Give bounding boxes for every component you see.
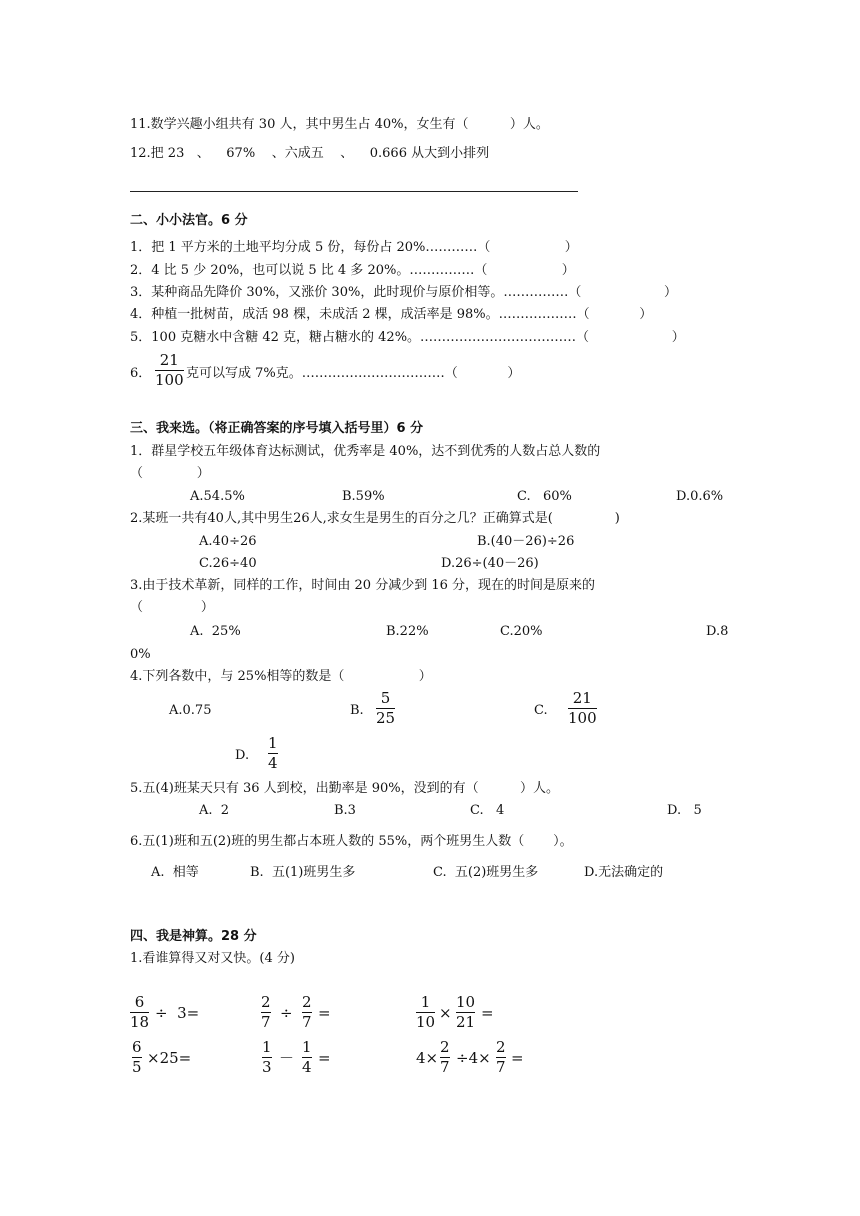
choice-q3-a: A. 25% [190,624,241,639]
calc-3-equals: = [481,1004,494,1022]
choice-q4-c: C. [534,703,548,718]
judge-q5: 5．100 克糖水中含糖 42 克，糖占糖水的 42%。………………………………（ ） [130,330,685,345]
judge-q4: 4．种植一批树苗，成活 98 棵，未成活 2 棵，成活率是 98%。………………（ ） [130,307,653,322]
calc-2-equals: = [318,1004,331,1022]
choice-q4-b: B. [350,703,364,718]
calc-3-operator: × [439,1004,452,1022]
choice-q1-paren: （ ） [130,466,210,481]
choice-q1: 1．群星学校五年级体育达标测试，优秀率是 40%，达不到优秀的人数占总人数的 [130,444,601,459]
fraction-numerator: 1 [262,1038,272,1056]
calc-3-fraction-b [456,994,475,1031]
choice-q2-b: B.(40－26)÷26 [477,534,575,549]
choice-q5-d: D. 5 [667,803,702,818]
fraction-denominator: 7 [261,1013,271,1031]
choice-q5-a: A. 2 [199,803,230,818]
choice-q3-d-wrap: 0% [130,647,151,662]
fraction-5-25 [376,690,395,727]
calc-5-fraction-a [262,1039,272,1076]
calc-6-prefix: 4× [416,1049,439,1067]
fraction-denominator: 3 [262,1058,272,1076]
choice-q6-d: D.无法确定的 [584,865,664,880]
fraction-1-4 [268,735,278,772]
fraction-numerator: 1 [302,1038,312,1056]
fraction-denominator: 21 [456,1013,476,1031]
calc-subheading: 1.看谁算得又对又快。(4 分) [130,951,295,966]
fraction-numerator: 21 [159,351,179,369]
fraction-denominator: 7 [496,1058,506,1076]
calc-6-fraction-b [496,1039,506,1076]
fraction-denominator: 4 [268,754,278,772]
question-12: 12.把 23 、 67% 、六成五 、 0.666 从大到小排列 [130,146,490,161]
choice-q6-b: B. 五(1)班男生多 [250,865,356,880]
calc-4-rest: ×25= [147,1049,192,1067]
calc-6-equals: = [511,1049,524,1067]
fraction-denominator: 25 [376,709,396,727]
fraction-numerator: 2 [302,993,312,1011]
judge-q2: 2．4 比 5 少 20%，也可以说 5 比 4 多 20%。……………（ ） [130,263,575,278]
choice-q5: 5.五(4)班某天只有 36 人到校，出勤率是 90%，没到的有（ ）人。 [130,781,559,796]
calc-4-fraction [132,1039,142,1076]
fraction-numerator: 1 [268,734,278,752]
fraction-numerator: 2 [496,1038,506,1056]
fraction-denominator: 100 [568,709,597,727]
judge-q6-prefix: 6． [130,366,152,381]
calc-5-equals: = [318,1049,331,1067]
calc-3-fraction-a [416,994,435,1031]
choice-q6-c: C. 五(2)班男生多 [433,865,539,880]
choice-q6-a: A. 相等 [151,865,199,880]
choice-q1-b: B.59% [342,489,385,504]
choice-q2-d: D.26÷(40－26) [441,556,539,571]
question-11: 11.数学兴趣小组共有 30 人，其中男生占 40%，女生有（ ）人。 [130,117,549,132]
answer-line [130,191,578,192]
judge-q6-text: 克可以写成 7%克。……………………………（ ） [186,366,521,381]
fraction-21-100 [155,352,184,389]
calc-2-fraction-a [261,994,271,1031]
judge-q3: 3．某种商品先降价 30%，又涨价 30%，此时现价与原价相等。……………（ ） [130,285,677,300]
calc-5-operator: － [279,1049,295,1067]
fraction-numerator: 2 [261,993,271,1011]
choice-q1-d: D.0.6% [676,489,724,504]
fraction-numerator: 2 [440,1038,450,1056]
choice-q2-a: A.40÷26 [199,534,257,549]
calc-6-fraction-a [440,1039,450,1076]
judge-q1: 1．把 1 平方米的土地平均分成 5 份，每份占 20%…………（ ） [130,240,578,255]
choice-q3-paren: （ ） [130,600,214,615]
fraction-denominator: 4 [302,1058,312,1076]
choice-q6: 6.五(1)班和五(2)班的男生都占本班人数的 55%，两个班男生人数（ ）。 [130,834,573,849]
fraction-denominator: 7 [440,1058,450,1076]
calc-2-operator: ÷ [280,1004,293,1022]
choice-q1-a: A.54.5% [190,489,245,504]
fraction-numerator: 10 [456,993,476,1011]
fraction-21-100-option [568,690,597,727]
fraction-denominator: 100 [155,371,184,389]
fraction-denominator: 10 [416,1013,436,1031]
choice-q3: 3.由于技术革新，同样的工作，时间由 20 分减少到 16 分，现在的时间是原来的 [130,578,596,593]
fraction-denominator: 5 [132,1058,142,1076]
calc-1-fraction [130,994,149,1031]
section-2-heading: 二、小小法官。6 分 [130,213,248,228]
choice-q5-c: C. 4 [470,803,505,818]
calc-6-middle: ÷4× [456,1049,491,1067]
section-3-heading: 三、我来选。（将正确答案的序号填入括号里）6 分 [130,421,424,436]
section-4-heading: 四、我是神算。28 分 [130,929,257,944]
fraction-denominator: 7 [302,1013,312,1031]
fraction-numerator: 5 [380,689,391,707]
calc-5-fraction-b [302,1039,312,1076]
choice-q2-c: C.26÷40 [199,556,257,571]
choice-q1-c: C. 60% [517,489,572,504]
choice-q4-a: A.0.75 [169,703,212,718]
fraction-numerator: 21 [572,689,592,707]
choice-q3-c: C.20% [500,624,543,639]
choice-q3-b: B.22% [386,624,429,639]
choice-q2: 2.某班一共有40人,其中男生26人,求女生是男生的百分之几？正确算式是( ) [130,511,620,526]
calc-1-rest: ÷ 3= [155,1004,200,1022]
choice-q4: 4.下列各数中，与 25%相等的数是（ ） [130,669,432,684]
choice-q5-b: B.3 [334,803,356,818]
fraction-denominator: 18 [130,1013,150,1031]
fraction-numerator: 1 [420,993,431,1011]
choice-q4-d: D. [235,748,250,763]
choice-q3-d: D.8 [706,624,729,639]
fraction-numerator: 6 [134,993,145,1011]
calc-2-fraction-b [302,994,312,1031]
fraction-numerator: 6 [132,1038,142,1056]
